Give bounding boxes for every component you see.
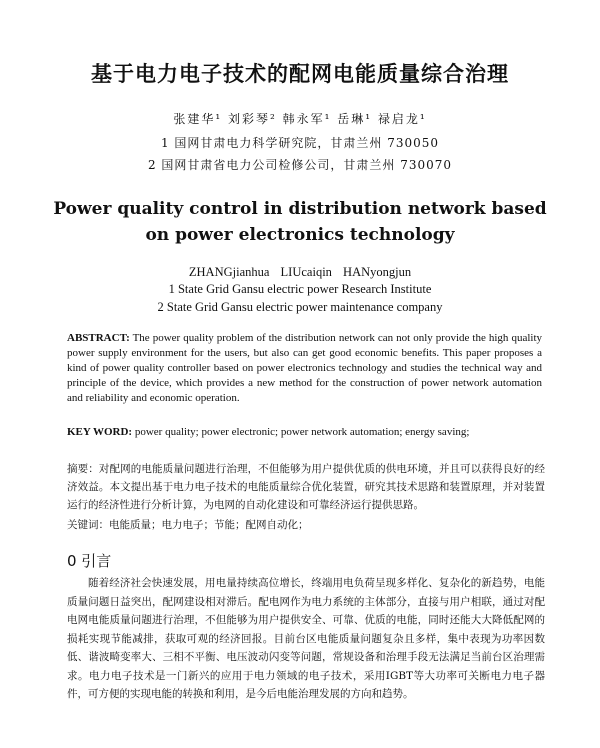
en-authors: ZHANGjianhua LIUcaiqin HANyongjun	[188, 265, 412, 279]
cn-abstract-text: 对配网的电能质量问题进行治理，不但能够为用户提供优质的供电环境，并且可以获得良好的经济效益。本文提出基于电力电子技术的电能质量综合优化装置，研究其技术思路和装置原理，并对装置运行的经济性进行分析计算，为电网的自动化建设和可靠经济运行提供思路。	[67, 463, 545, 511]
abstract	[67, 331, 542, 406]
section-heading-introduction: 0 引言	[67, 552, 112, 570]
cn-affiliation-1: 1 国网甘肃电力科学研究院，甘肃兰州 730050	[160, 136, 440, 150]
en-title: Power quality control in distribution network based on power electronics technology	[53, 199, 547, 245]
intro-paragraph: 随着经济社会快速发展，用电量持续高位增长，终端用电负荷呈现多样化、复杂化的新趋势，电能质量问题日益突出，配网建设相对滞后。配电网作为电力系统的主体部分，直接与用户相联，通过对配电网电能质量问题进行治理，不但能够为用户提供安全、可靠、优质的电能，同时还能大大降低配网的损耗实现节能减排，获取可观的经济回报。目前台区电能质量问题复杂且多样，集中表现为功率因数低、谐波畸变率大、三相不平衡、电压波动闪变等问题，常规设备和治理手段无法满足当前台区治理需求。电力电子技术是一门新兴的应用于电力领域的电子技术，采用IGBT等大功率可关断电力电子器件，可方便的实现电能的转换和利用，是今后电能治理发展的方向和趋势。	[67, 577, 545, 700]
cn-keywords	[67, 516, 545, 534]
cn-keywords-label: 关键词：	[67, 519, 109, 531]
keywords	[67, 425, 542, 440]
en-affiliation-1: 1 State Grid Gansu electric power Research Institute	[168, 282, 432, 296]
abstract-text: The power quality problem of the distribution network can not only provide the high quality power supply environment for the users, but also can get good economic benefits. This paper proposes a kind of power quality controller based on power electronics technology and studies the technical way and principle of the device, which provides a new method for the construction of power network automation and reliability and economic operation.	[67, 332, 542, 404]
cn-title: 基于电力电子技术的配网电能质量综合治理	[91, 61, 509, 86]
keywords-label: KEY WORD:	[67, 426, 133, 438]
en-affiliation-2: 2 State Grid Gansu electric power maintenance company	[157, 300, 443, 314]
cn-keywords-text: 电能质量；电力电子；节能；配网自动化；	[109, 519, 309, 531]
cn-authors: 张建华¹ 刘彩琴² 韩永军¹ 岳琳¹ 禄启龙¹	[173, 112, 427, 126]
cn-abstract	[67, 460, 545, 514]
keywords-text: power quality; power electronic; power network automation; energy saving;	[132, 426, 470, 438]
cn-affiliation-2: 2 国网甘肃省电力公司检修公司，甘肃兰州 730070	[147, 158, 453, 172]
abstract-label: ABSTRACT:	[67, 332, 130, 344]
cn-abstract-label: 摘要：	[67, 463, 99, 475]
